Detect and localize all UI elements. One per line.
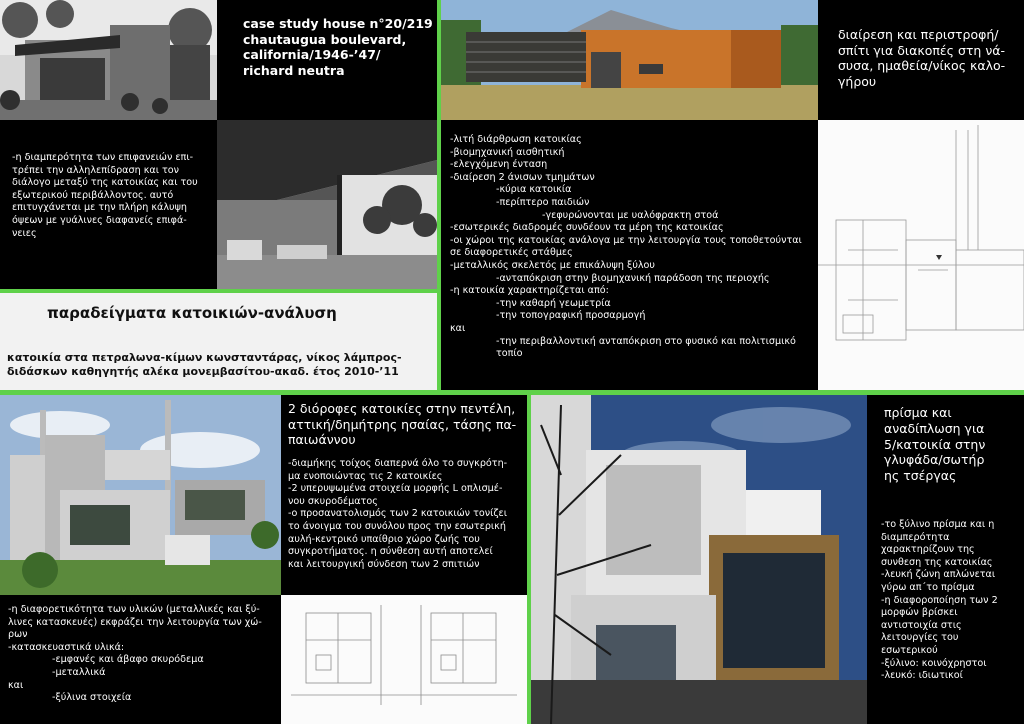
center-title-panel (0, 293, 437, 390)
photo-glyfada-house (531, 395, 867, 724)
kalogirou-list-line: σε διαφορετικές στάθμες (450, 247, 573, 259)
center-subheading: κατοικία στα πετραλωνα-κίμων κωνσταντάρας, νίκος λάμπρος- διδάσκων καθηγητής αλέκα μονεμβασίτου-ακαδ. έτος 2010-’11 (7, 351, 402, 378)
kalogirou-list-line: -η κατοικία χαρακτηρίζεται από: (450, 285, 609, 297)
penteli-materials-line: και (8, 679, 24, 691)
neutra-description: -η διαμπερότητα των επιφανειών επι- τρέπει την αλληλεπίδραση και τον διάλογο μεταξύ της κατοικίας και του εξωτερικού περιβάλλοντος. αυτό επιτυγχάνεται με την πλήρη κάλυψη όψεων με γυάλινες διαφανείς επιφά- νειες (12, 152, 198, 239)
kalogirou-list-line: -οι χώροι της κατοικίας ανάλογα με την λειτουργία τους τοποθετούνται (450, 234, 802, 246)
kalogirou-list-line: -βιομηχανική αισθητική (450, 146, 565, 158)
penteli-title: 2 διόροφες κατοικίες στην πεντέλη, αττική/δημήτρης ησαίας, τάσης πα- παιωάννου (288, 401, 517, 447)
glyfada-title: πρίσμα και αναδίπλωση για 5/κατοικία στην γλυφάδα/σωτήρ ης τσέργας (884, 405, 986, 484)
penteli-materials-line: -μεταλλικά (52, 666, 106, 678)
kalogirou-list-line: -την καθαρή γεωμετρία (496, 297, 611, 309)
kalogirou-list-line: -διαίρεση 2 άνισων τμημάτων (450, 171, 595, 183)
kalogirou-list-line: -ανταπόκριση στην βιομηχανική παράδοση της περιοχής (496, 272, 770, 284)
neutra-title: case study house n°20/219 chautaugua boulevard, california/1946-’47/ richard neutra (243, 16, 433, 78)
kalogirou-list-line: -λιτή διάρθρωση κατοικίας (450, 134, 582, 145)
photo-neutra-exterior (0, 0, 217, 120)
kalogirou-list (450, 134, 820, 361)
kalogirou-list-line: -ελεγχόμενη ένταση (450, 159, 548, 171)
photo-penteli-houses (0, 395, 281, 595)
penteli-materials-line: λινες κατασκευές) εκφράζει την λειτουργία των χώ- (8, 616, 262, 628)
kalogirou-list-line: και (450, 322, 466, 334)
penteli-materials-line: -η διαφορετικότητα των υλικών (μεταλλικές και ξύ- (8, 604, 260, 615)
penteli-materials-line: -ξύλινα στοιχεία (52, 692, 132, 704)
penteli-description: -διαμήκης τοίχος διαπερνά όλο το συγκρότη- μα ενοποιώντας τις 2 κατοικίες -2 υπερυψωμένα στοιχεία μορφής L οπλισμέ- νου σκυροδέματος -ο προσανατολισμός των 2 κατοικιών τονίζει το άνοιγμα του συνόλου προς την εσωτερική αυλή-κεντρικό υπαίθριο χώρο ζωής του συγκροτήματος. η σύνθεση αυτή αποτελεί και λειτουργική σύνδεση των 2 σπιτιών (288, 458, 508, 570)
penteli-materials-list (8, 604, 283, 705)
plan-kalogirou (818, 120, 1024, 390)
kalogirou-list-line: -κύρια κατοικία (496, 184, 572, 196)
kalogirou-list-line: -γεφυρώνονται με υαλόφρακτη στοά (542, 209, 719, 221)
kalogirou-list-line: -την περιβαλλοντική ανταπόκριση στο φυσικό και πολιτισμικό (496, 335, 796, 347)
kalogirou-list-line: -εσωτερικές διαδρομές συνδέουν τα μέρη της κατοικίας (450, 222, 724, 234)
kalogirou-list-line: -μεταλλικός σκελετός με επικάλυψη ξύλου (450, 259, 655, 271)
photo-kalogirou-house (441, 0, 818, 120)
kalogirou-list-line: -περίπτερο παιδιών (496, 196, 590, 208)
penteli-materials-line: ρων (8, 629, 28, 641)
kalogirou-title: διαίρεση και περιστροφή/ σπίτι για διακοπές στη νά- συσα, ημαθεία/νίκος καλο- γήρου (838, 27, 1006, 89)
penteli-materials-line: -κατασκευαστικά υλικά: (8, 641, 125, 653)
glyfada-description: -το ξύλινο πρίσμα και η διαμπερότητα χαρακτηρίζουν της συνθεση της κατοικίας -λευκή ζώνη απλώνεται γύρω απ΄το πρίσμα -η διαφοροποίηση των 2 μορφών βρίσκει αντιστοιχία στις λειτουργίες του εσωτερικού -ξύλινο: κοινόχρηστοι -λευκό: ιδιωτικοί (881, 519, 998, 682)
center-heading: παραδείγματα κατοικιών-ανάλυση (47, 304, 337, 322)
plan-penteli (281, 595, 527, 724)
kalogirou-list-line: τοπίο (496, 348, 523, 360)
penteli-materials-line: -εμφανές και άβαφο σκυρόδεμα (52, 654, 204, 666)
photo-neutra-interior (217, 120, 437, 290)
kalogirou-list-line: -την τοπογραφική προσαρμογή (496, 310, 646, 322)
